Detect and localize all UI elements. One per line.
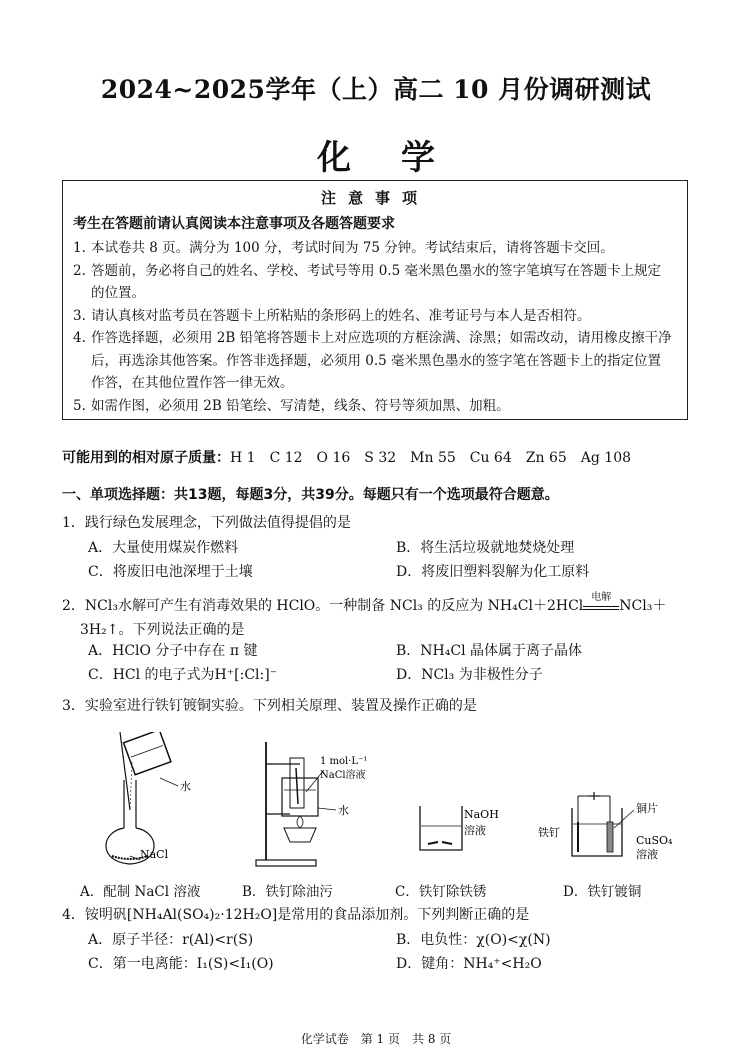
atomic-mass-label: 可能用到的相对原子质量： — [62, 450, 230, 466]
electrolysis-arrow — [583, 592, 619, 610]
figure-c-naoh-beaker — [412, 800, 508, 860]
page-footer: 化学试卷 第 1 页 共 8 页 — [300, 1032, 452, 1046]
atomic-mass-values: H 1 C 12 O 16 S 32 Mn 55 Cu 64 Zn 65 Ag 108 — [230, 450, 632, 466]
fig-b-solution-label: NaCl溶液 — [320, 770, 366, 781]
q2-option-d: D．NCl₃ 为非极性分子 — [396, 667, 543, 683]
notice-box — [62, 180, 688, 420]
subject-title: 化学 — [317, 138, 485, 178]
fig-a-nacl-label: NaCl — [140, 848, 169, 861]
fig-b-concentration: 1 mol·L⁻¹ — [320, 756, 368, 767]
figure-d-caption: D．铁钉镀铜 — [563, 884, 642, 900]
fig-d-nail-label: 铁钉 — [538, 826, 560, 839]
exam-title: 2024~2025学年（上）高二 10 月份调研测试 — [100, 75, 652, 104]
q1-option-a: A．大量使用煤炭作燃料 — [88, 540, 239, 556]
notice-item: 1. 本试卷共 8 页。满分为 100 分，考试时间为 75 分钟。考试结束后，请将答题卡交回。 — [73, 240, 614, 256]
notice-item: 3. 请认真核对监考员在答题卡上所粘贴的条形码上的姓名、准考证号与本人是否相符。 — [73, 307, 591, 324]
q1-option-d: D．将废旧塑料裂解为化工原料 — [396, 564, 590, 580]
notice-item: 2. 答题前，务必将自己的姓名、学校、考试号等用 0.5 毫米黑色墨水的签字笔填写在答题卡上规定的位置。 — [73, 262, 662, 301]
section-heading: 一、单项选择题：共13题，每题3分，共39分。每题只有一个选项最符合题意。 — [62, 487, 559, 503]
fig-c-naoh-label: NaOH — [464, 808, 499, 821]
notice-item: 5. 如需作图，必须用 2B 铅笔绘、写清楚，线条、符号等须加黑、加粗。 — [73, 397, 510, 414]
q4-option-d: D．键角：NH₄⁺<H₂O — [396, 956, 542, 972]
q2-stem-b: NCl₃＋ — [619, 598, 667, 614]
q1-option-c: C．将废旧电池深埋于土壤 — [88, 564, 253, 580]
figure-b-caption: B．铁钉除油污 — [242, 884, 333, 900]
q2-stem-line1 — [62, 592, 667, 615]
figure-b-heating-apparatus — [240, 742, 380, 872]
figure-c-caption: C．铁钉除铁锈 — [395, 884, 487, 900]
q2-option-b: B．NH₄Cl 晶体属于离子晶体 — [396, 643, 582, 659]
figure-a-caption: A．配制 NaCl 溶液 — [80, 884, 201, 900]
notice-list — [73, 237, 673, 417]
q3-stem: 3．实验室进行铁钉镀铜实验。下列相关原理、装置及操作正确的是 — [62, 698, 477, 714]
electrolysis-label: 电解 — [591, 592, 612, 603]
figure-d-electroplating — [538, 792, 688, 864]
notice-title: 注意事项 — [320, 189, 429, 207]
q4-option-a: A．原子半径：r(Al)<r(S) — [88, 932, 254, 948]
q2-stem-a: 2．NCl₃水解可产生有消毒效果的 HClO。一种制备 NCl₃ 的反应为 NH₄Cl＋2HCl — [62, 598, 584, 614]
q2-option-c: C．HCl 的电子式为H⁺[:Cl:]⁻ — [88, 667, 278, 683]
electron-dot-formula: :Cl: — [239, 667, 265, 683]
q1-option-b: B．将生活垃圾就地焚烧处理 — [396, 540, 575, 556]
fig-d-copper-label: 铜片 — [636, 802, 658, 815]
q4-stem: 4．铵明矾[NH₄Al(SO₄)₂·12H₂O]是常用的食品添加剂。下列判断正确的是 — [62, 907, 530, 923]
fig-d-solution-label: 溶液 — [636, 848, 658, 861]
q2-stem-c: 3H₂↑。下列说法正确的是 — [80, 622, 245, 638]
atomic-mass-line — [62, 447, 631, 467]
fig-c-solution-label: 溶液 — [464, 824, 486, 837]
fig-a-water-label: 水 — [180, 780, 191, 793]
figure-a-volumetric-flask — [90, 732, 220, 872]
q2-option-a: A．HClO 分子中存在 π 键 — [88, 643, 258, 659]
q4-option-b: B．电负性：χ(O)<χ(N) — [396, 932, 551, 948]
q4-option-c: C．第一电离能：I₁(S)<I₁(O) — [88, 956, 274, 972]
notice-item: 4. 作答选择题，必须用 2B 铅笔将答题卡上对应选项的方框涂满、涂黑；如需改动，请用橡皮擦干净后，再选涂其他答案。作答非选择题，必须用 0.5 毫米黑色墨水的签字笔在答题卡上的指定位置作答，在其他位置作答一律无效。 — [73, 330, 672, 391]
q1-stem: 1．践行绿色发展理念，下列做法值得提倡的是 — [62, 515, 351, 531]
fig-d-cuso4-label: CuSO₄ — [636, 834, 673, 847]
fig-b-water-label: 水 — [338, 804, 349, 817]
notice-subtitle: 考生在答题前请认真阅读本注意事项及各题答题要求 — [73, 216, 395, 232]
